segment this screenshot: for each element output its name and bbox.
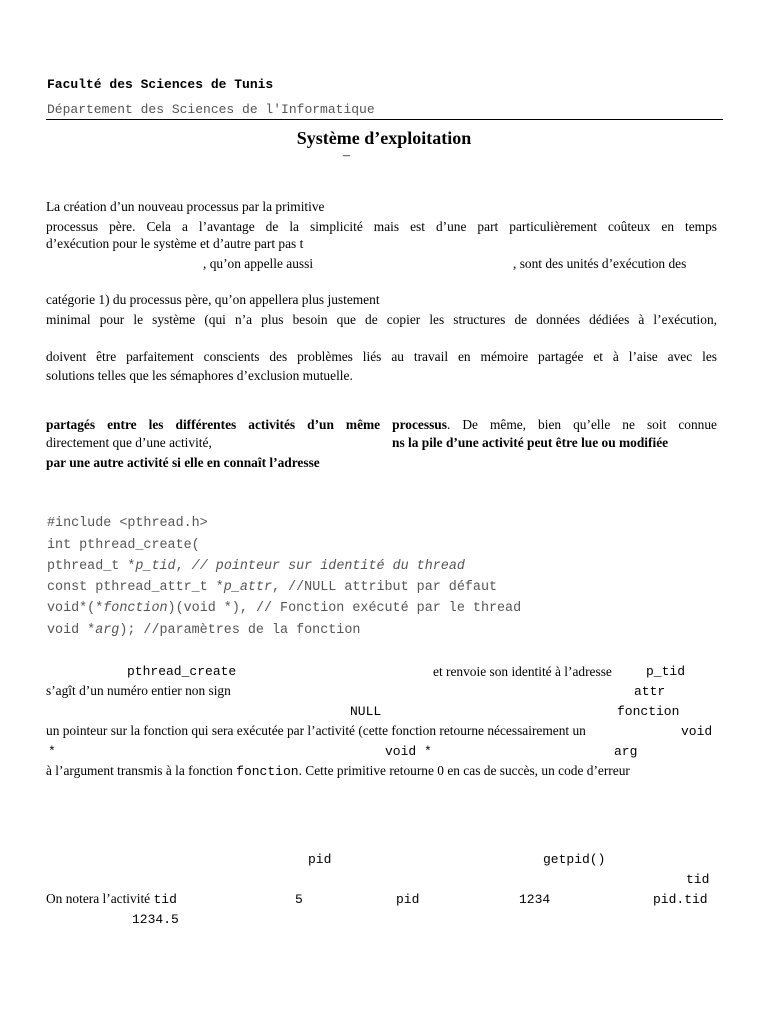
- code-param-fonction: [47, 601, 521, 616]
- bottom-pid: pid: [308, 852, 332, 867]
- desc-arg: arg: [614, 744, 638, 759]
- desc-null: NULL: [350, 704, 382, 719]
- code-attr-type: const pthread_attr_t *: [47, 580, 224, 595]
- bottom-note-text: On notera l’activité: [46, 891, 151, 906]
- para4-bold-1: partagés entre les différentes activités d’un même processus: [46, 417, 447, 432]
- para4-line2b: ns la pile d’une activité peut être lue ou modifiée: [392, 435, 669, 450]
- bottom-note: [46, 891, 177, 907]
- code-arg-type: void *: [47, 623, 96, 638]
- bottom-pid-tid: pid.tid: [653, 892, 708, 907]
- desc-void-star: void *: [385, 744, 432, 759]
- desc-r6-text-a: à l’argument transmis à la fonction: [46, 763, 233, 778]
- bottom-tid: tid: [686, 872, 710, 887]
- code-tid-sep: ,: [175, 559, 192, 574]
- desc-r6-fonction: fonction: [236, 764, 299, 779]
- desc-p-tid: p_tid: [646, 664, 686, 679]
- code-arg-name: arg: [95, 623, 120, 638]
- para1-line2: processus père. Cela a l’avantage de la simplicité mais est d’une part particulièrement coûteux en temps: [46, 219, 717, 234]
- code-signature: int pthread_create(: [47, 538, 200, 553]
- para4-line2a: directement que d’une activité,: [46, 435, 212, 450]
- bottom-1234: 1234: [519, 892, 551, 907]
- para1-line3: d’exécution pour le système et d’autre part pas t: [46, 236, 304, 251]
- code-param-attr: [47, 580, 497, 595]
- code-tid-name: p_tid: [135, 559, 176, 574]
- desc-r1-text: et renvoie son identité à l’adresse: [433, 664, 612, 679]
- para4-line1: [46, 416, 717, 434]
- faculty-name: Faculté des Sciences de Tunis: [47, 77, 274, 92]
- code-include: #include <pthread.h>: [47, 516, 208, 531]
- bottom-getpid: getpid(): [543, 852, 606, 867]
- code-tid-comment: // pointeur sur identité du thread: [191, 559, 465, 574]
- code-attr-comment: , //NULL attribut par défaut: [272, 580, 498, 595]
- para3-line1: doivent être parfaitement conscients des problèmes liés au travail en mémoire partagée et à l’aise avec les: [46, 349, 717, 364]
- para4-line3: par une autre activité si elle en connaît l’adresse: [46, 455, 320, 470]
- desc-fonction: fonction: [617, 704, 680, 719]
- para2-line2: minimal pour le système (qui n’a plus besoin que de copier les structures de données dédiées à l’exécution,: [46, 312, 717, 327]
- bottom-example: 1234.5: [132, 912, 179, 927]
- bottom-five: 5: [295, 892, 303, 907]
- code-fn-name: fonction: [103, 601, 168, 616]
- code-fn-comment: )(void *), // Fonction exécuté par le thread: [167, 601, 522, 616]
- desc-pthread-create: pthread_create: [127, 664, 237, 679]
- page-title: Système d’exploitation: [296, 128, 472, 148]
- code-tid-type: pthread_t *: [47, 559, 136, 574]
- desc-r6-text-b: . Cette primitive retourne 0 en cas de succès, un code d’erreur: [298, 763, 630, 778]
- para3-line2: solutions telles que les sémaphores d’exclusion mutuelle.: [46, 368, 353, 383]
- para1-line1: La création d’un nouveau processus par la primitive: [46, 199, 325, 214]
- code-param-tid: [47, 559, 465, 574]
- bottom-note-tid: tid: [153, 892, 177, 907]
- desc-r2-text: s’agît d’un numéro entier non sign: [46, 683, 231, 698]
- desc-star: *: [48, 744, 56, 759]
- para4-rest-1: . De même, bien qu’elle ne soit connue: [446, 417, 717, 432]
- para2-line1: catégorie 1) du processus père, qu’on appellera plus justement: [46, 292, 380, 307]
- code-fn-type: void*(*: [47, 601, 104, 616]
- header-rule: [46, 119, 723, 120]
- desc-void: void: [681, 724, 713, 739]
- code-attr-name: p_attr: [223, 580, 273, 595]
- desc-attr: attr: [634, 684, 666, 699]
- bottom-pid2: pid: [396, 892, 420, 907]
- department-name: Département des Sciences de l'Informatique: [47, 102, 375, 117]
- para1-line4a: , qu’on appelle aussi: [203, 256, 314, 271]
- code-param-arg: [47, 623, 360, 638]
- code-arg-comment: ); //paramètres de la fonction: [119, 623, 361, 638]
- desc-r4-text: un pointeur sur la fonction qui sera exécutée par l’activité (cette fonction retourne nécessairement un: [46, 723, 586, 738]
- desc-r6: [46, 763, 630, 779]
- title-dash: –: [343, 148, 350, 163]
- para1-line4b: , sont des unités d’exécution des: [513, 256, 687, 271]
